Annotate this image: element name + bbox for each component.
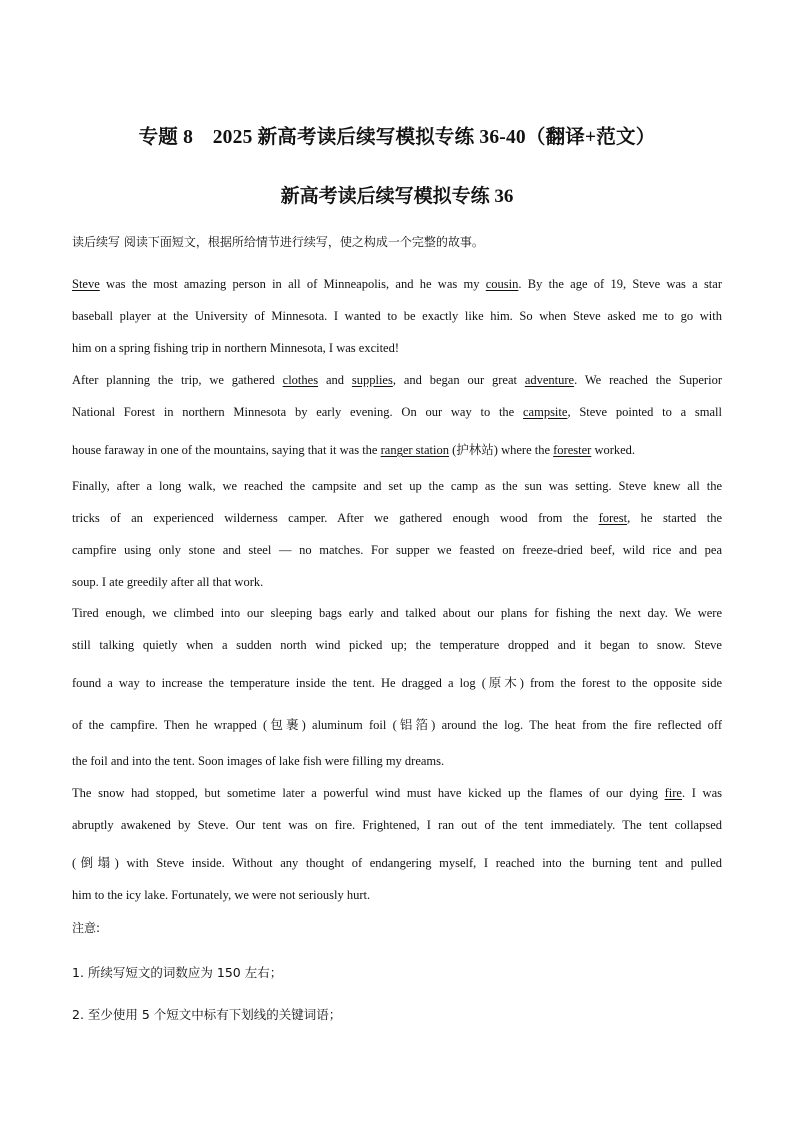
keyword-fire: fire	[664, 786, 682, 800]
p3-line-3: campfire using only stone and steel — no matches. For supper we feasted on freeze-dried beef, wild rice and pea	[72, 543, 722, 557]
keyword-forest: forest	[598, 511, 628, 525]
p5-line-2: abruptly awakened by Steve. Our tent was on fire. Frightened, I ran out of the tent immediately. The tent collapsed	[72, 818, 722, 832]
p1-line-3: him on a spring fishing trip in northern Minnesota, I was excited!	[72, 341, 400, 355]
keyword-cousin: cousin	[485, 277, 519, 291]
document-title: 专题 8 2025 新高考读后续写模拟专练 36-40（翻译+范文）	[138, 127, 656, 148]
note-1: 1. 所续写短文的词数应为 150 左右；	[72, 965, 283, 980]
p2-line-3: house faraway in one of the mountains, saying that it was the ranger station (护林站) where the forester worked.	[72, 443, 636, 457]
notes-heading: 注意:	[72, 921, 101, 935]
p3-line-1: Finally, after a long walk, we reached the campsite and set up the camp as the sun was setting. Steve knew all the	[72, 479, 722, 493]
p5-line-3: (倒塌) with Steve inside. Without any thought of endangering myself, I reached into the burning tent and pulled	[72, 856, 722, 870]
story-paragraph-5	[72, 777, 722, 911]
p3-line-2: tricks of an experienced wilderness camper. After we gathered enough wood from the forest, he started the	[72, 511, 723, 525]
keyword-supplies: supplies	[351, 373, 393, 387]
story-paragraph-2	[72, 364, 722, 466]
keyword-clothes: clothes	[282, 373, 319, 387]
p4-line-1: Tired enough, we climbed into our sleeping bags early and talked about our plans for fishing the next day. We were	[72, 606, 722, 620]
p4-line-2: still talking quietly when a sudden north wind picked up; the temperature dropped and it began to snow. Steve	[72, 638, 722, 652]
keyword-forester: forester	[553, 443, 592, 457]
story-paragraph-1	[72, 268, 722, 364]
p1-line-2: baseball player at the University of Minnesota. I wanted to be exactly like him. So when Steve asked me to go with	[72, 309, 722, 323]
story-paragraph-4	[72, 597, 722, 777]
section-subtitle: 新高考读后续写模拟专练 36	[280, 186, 514, 207]
story-paragraph-3	[72, 470, 722, 598]
p1-line-1: Steve was the most amazing person in all of Minneapolis, and he was my cousin. By the age of 19, Steve was a star	[72, 277, 722, 291]
p4-line-3: found a way to increase the temperature inside the tent. He dragged a log (原木) from the forest to the opposite side	[72, 676, 722, 690]
p5-line-1: The snow had stopped, but sometime later a powerful wind must have kicked up the flames of our dying fire. I was	[72, 786, 723, 800]
p4-line-5: the foil and into the tent. Soon images of lake fish were filling my dreams.	[72, 754, 445, 768]
keyword-steve: Steve	[72, 277, 100, 291]
keyword-campsite: campsite	[523, 405, 568, 419]
p2-line-2: National Forest in northern Minnesota by early evening. On our way to the campsite, Steve pointed to a small	[72, 405, 722, 419]
keyword-ranger-station: ranger station	[380, 443, 449, 457]
p2-line-1: After planning the trip, we gathered clothes and supplies, and began our great adventure. We reached the Superior	[72, 373, 722, 387]
keyword-adventure: adventure	[524, 373, 575, 387]
task-instruction: 读后续写 阅读下面短文，根据所给情节进行续写，使之构成一个完整的故事。	[72, 235, 484, 249]
note-2: 2. 至少使用 5 个短文中标有下划线的关键词语；	[72, 1007, 342, 1022]
p4-line-4: of the campfire. Then he wrapped (包裹) aluminum foil (铝箔) around the log. The heat from the fire reflected off	[72, 718, 722, 732]
p3-line-4: soup. I ate greedily after all that work.	[72, 575, 264, 589]
p5-line-4: him to the icy lake. Fortunately, we were not seriously hurt.	[72, 888, 371, 902]
